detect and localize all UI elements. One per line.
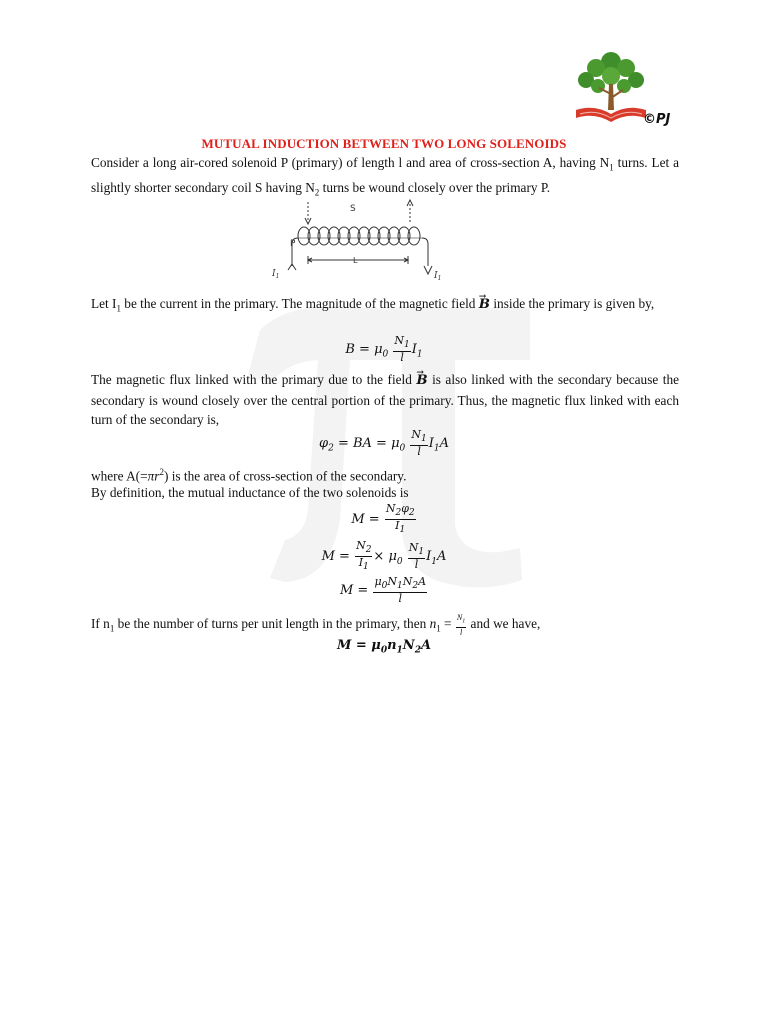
equation-m3: M = $\frac{\mu_0N_1N_2A}{l}$: [339, 575, 427, 606]
field-paragraph: Let $I_1$ be the current in the primary. The magnitude of the magnetic field → B inside the primary is given by,: [91, 294, 679, 319]
label-l: L: [353, 256, 358, 265]
equation-m1: M = $\frac{N_2\varphi_2}{I_1}$: [351, 502, 415, 536]
logo-caption: ©PJ: [643, 112, 671, 127]
equation-final: $M = \mu_0n_1N_2A$: [336, 638, 432, 656]
equation-flux: $\varphi_2$ = BA = $\mu_0$ $\frac{N_1}{l}$ $I_1A$: [318, 428, 450, 459]
where-paragraph: where $A(=\pi r^2)$ is the area of cross-section of the secondary.: [91, 467, 407, 484]
label-s: S: [350, 204, 356, 214]
equation-m2: M = $\frac{N_2}{I_1}$ × $\mu_0$ $\frac{N_1}{l}$ $I_1A$: [321, 539, 447, 573]
flux-paragraph: The magnetic flux linked with the primary due to the field → B is also linked with the secondary because the secondary is wound closely over the central portion of the primary. Thus, the magnetic flux linked with each turn of the secondary is,: [91, 370, 679, 430]
coil-turns: [298, 227, 420, 245]
label-i-left: $I_1$: [272, 269, 280, 280]
definition-paragraph: By definition, the mutual inductance of the two solenoids is: [91, 485, 409, 500]
solenoid-diagram: [268, 194, 452, 286]
page-title: MUTUAL INDUCTION BETWEEN TWO LONG SOLENOIDS: [201, 136, 567, 151]
label-i-right: $I_1$: [434, 271, 442, 282]
equation-field: $B = \mu_0$ $\frac{N_1}{l}$ $I_1$: [345, 334, 423, 365]
label-p: P: [290, 239, 296, 249]
intro-paragraph: Consider a long air-cored solenoid P (primary) of length l and area of cross-section A, having $N_1$ turns. Let a slightly shorter secondary coil S having $N_2$ turns be wound closely over the primary P.: [91, 155, 679, 198]
turns-density-paragraph: If $n_1$ be the number of turns per unit length in the primary, then $n_1$ = $\frac{N_1}{l}$ and we have,: [91, 613, 541, 637]
